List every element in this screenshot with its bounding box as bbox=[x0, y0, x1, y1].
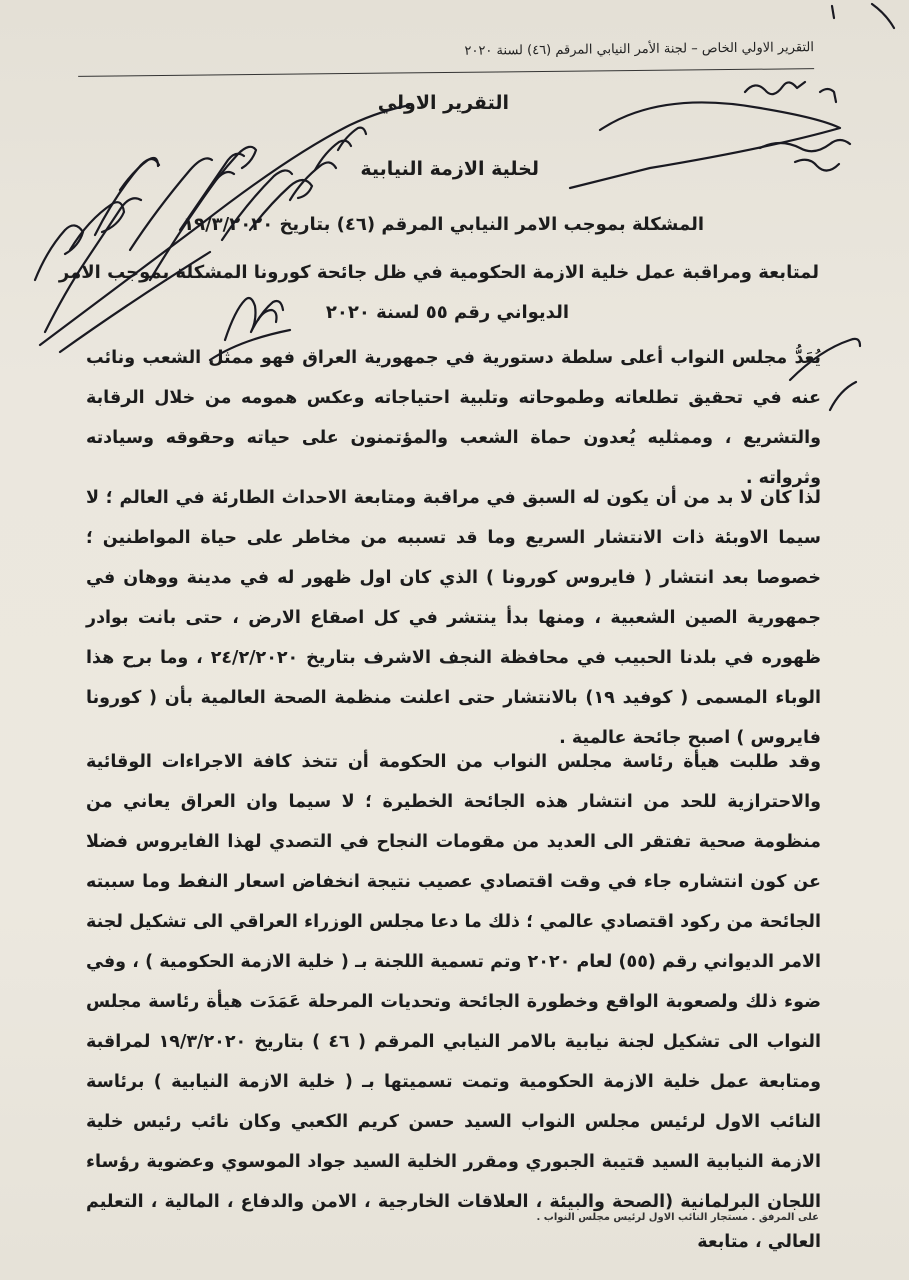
report-title: التقرير الاولي bbox=[377, 92, 509, 114]
page-header bbox=[78, 40, 814, 77]
paragraph-1: يُعَدُّ مجلس النواب أعلى سلطة دستورية في جمهورية العراق فهو ممثل الشعب ونائب عنه في تحقيق تطلعاته وطموحاته وتلبية احتياجاته وعكس همومه من خلال الرقابة والتشريع ، وممثليه يُعدون حماة الشعب والمؤتمنون على حياته وحقوقه وسيادته وثرواته . bbox=[86, 348, 821, 488]
paragraph-2: لذا كان لا بد من أن يكون له السبق في مراقبة ومتابعة الاحداث الطارئة في العالم ؛ لا سيما الاوبئة ذات الانتشار السريع وما قد تسببه من مخاطر على حياة المواطنين ؛ خصوصا بعد انتشار ( فايروس كورونا ) الذي كان اول ظهور له في مدينة ووهان في جمهورية الصين الشعبية ، ومنها بدأ ينتشر في كل اصقاع الارض ، حتى بانت بوادر ظهوره في بلدنا الحبيب في محافظة النجف الاشرف بتاريخ ٢٤/٢/٢٠٢٠ ، وما برح هذا الوباء المسمى ( كوفيد ١٩) بالانتشار حتى اعلنت منظمة الصحة العالمية بأن ( كورونا فايروس ) اصبح جائحة عالمية . bbox=[86, 488, 821, 748]
paragraph-3: وقد طلبت هيأة رئاسة مجلس النواب من الحكومة أن تتخذ كافة الاجراءات الوقائية والاحترازية للحد من انتشار هذه الجائحة الخطيرة ؛ لا سيما وان العراق يعاني من منظومة صحية تفتقر الى العديد من مقومات النجاح في التصدي لهذا الفايروس فضلا عن كون انتشاره جاء في وقت اقتصادي عصيب نتيجة انخفاض اسعار النفط وما سببته الجائحة من ركود اقتصادي عالمي ؛ ذلك ما دعا مجلس الوزراء العراقي الى تشكيل لجنة الامر الديواني رقم (٥٥) لعام ٢٠٢٠ وتم تسمية اللجنة بـ ( خلية الازمة الحكومية ) ، وفي ضوء ذلك ولصعوبة الواقع وخطورة الجائحة وتحديات المرحلة عَمَدَت هيأة رئاسة مجلس النواب الى تشكيل لجنة نيابية بالامر النيابي المرقم ( ٤٦ ) بتاريخ ١٩/٣/٢٠٢٠ لمراقبة ومتابعة عمل خلية الازمة الحكومية وتمت تسميتها بـ ( خلية الازمة النيابية ) برئاسة النائب الاول لرئيس مجلس النواب السيد حسن كريم الكعبي وكان نائب رئيس خلية الازمة النيابية السيد قتيبة الجبوري ومقرر الخلية السيد جواد الموسوي وعضوية رؤساء اللجان البرلمانية (الصحة والبيئة ، العلاقات الخارجية ، الامن والدفاع ، المالية ، التعليم العالي ، متابعة bbox=[86, 752, 822, 1252]
header-text: التقرير الاولي الخاص – لجنة الأمر النيابي المرقم (٤٦) لسنة ٢٠٢٠ bbox=[464, 40, 814, 59]
report-subtitle: لخلية الازمة النيابية bbox=[360, 158, 539, 180]
report-line-3: الديواني رقم ٥٥ لسنة ٢٠٢٠ bbox=[325, 302, 569, 323]
report-line-1: المشكلة بموجب الامر النيابي المرقم (٤٦) بتاريخ ١٩/٣/٢٠٢٠ bbox=[183, 214, 704, 235]
report-line-2: لمتابعة ومراقبة عمل خلية الازمة الحكومية في ظل جائحة كورونا المشكلة بموجب الامر bbox=[58, 262, 819, 283]
page-footer: على المرفق . مستجار النائب الاول لرئيس مجلس النواب . bbox=[536, 1212, 819, 1223]
